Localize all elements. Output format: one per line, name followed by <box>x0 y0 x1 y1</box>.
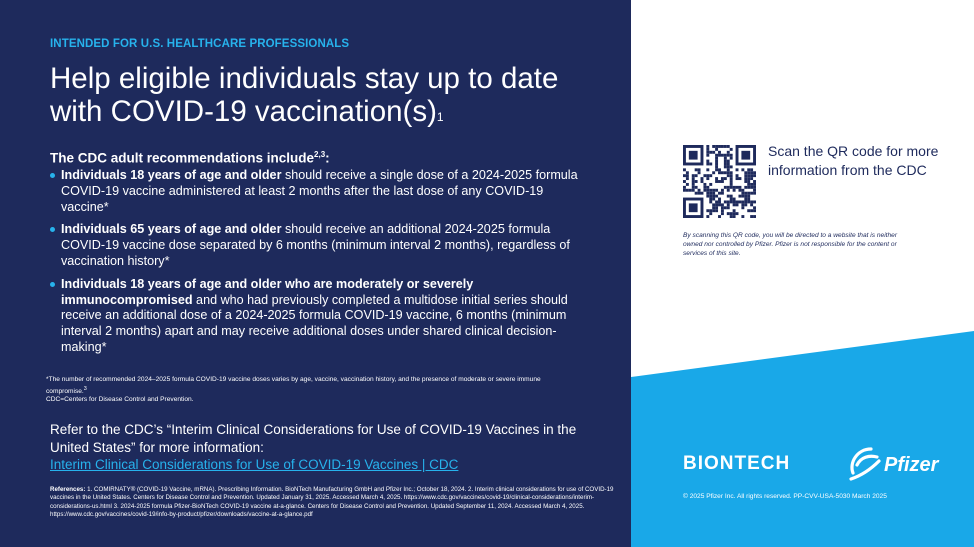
recommendations-title <box>50 150 330 166</box>
recommendation-item <box>50 222 590 269</box>
right-panel <box>631 0 974 547</box>
qr-code[interactable] <box>683 145 756 218</box>
qr-scan-text: Scan the QR code for more information from the CDC <box>768 143 939 178</box>
pfizer-mark-icon <box>851 449 879 479</box>
logo-area <box>683 443 943 483</box>
recommendations-title-ref: 2,3 <box>314 150 326 159</box>
qr-disclaimer: By scanning this QR code, you will be directed to a website that is neither owned nor controlled by Pfizer. Pfizer is not responsible for the content or services of this site. <box>683 232 898 257</box>
recommendation-bold: Individuals 18 years of age and older who are moderately or severely immunocompromised <box>61 276 474 307</box>
recommendation-bold: Individuals 18 years of age and older <box>61 168 282 182</box>
footnote-abbreviation: CDC=Centers for Disease Control and Prevention. <box>46 396 194 404</box>
pfizer-wordmark: Pfizer <box>884 454 939 476</box>
recommendations-title-text: The CDC adult recommendations include <box>50 150 315 166</box>
copyright: © 2025 Pfizer Inc. All rights reserved. PP-CVV-USA-5030 March 2025 <box>683 493 887 500</box>
footnote-doses: *The number of recommended 2024–2025 formula COVID-19 vaccine doses varies by age, vaccine, vaccination history, and the presence of moderate or severe immune compromise. <box>46 376 541 395</box>
cdc-considerations-link[interactable]: Interim Clinical Considerations for Use of COVID-19 Vaccines | CDC <box>50 457 459 472</box>
refer-section <box>50 421 610 474</box>
recommendation-list <box>50 168 590 363</box>
recommendation-text: should receive a single dose of a 2024-2025 formula COVID-19 vaccine administered at least 2 months after the last dose of any COVID-19 vaccine* <box>61 168 578 214</box>
audience-eyebrow: INTENDED FOR U.S. HEALTHCARE PROFESSIONALS <box>50 38 350 50</box>
recommendation-item <box>50 168 590 215</box>
recommendation-bold: Individuals 65 years of age and older <box>61 222 282 237</box>
headline <box>50 62 610 128</box>
references-text: 1. COMIRNATY® (COVID-19 Vaccine, mRNA). Prescribing Information. BioNTech Manufacturing GmbH and Pfizer Inc.; October 18, 2024. 2. Interim clinical considerations for use of COVID-19 vaccines in the United States. Centers for Disease Control and Prevention. Updated January 31, 2025. Accessed March 4, 2025. https://www.cdc.gov/vaccines/covid-19/clinical-considerations/interim-considerations-us.html 3. 2024-2025 formula Pfizer-BioNTech COVID-19 vaccine at-a-glance. Centers for Disease Control and Prevention. Updated September 11, 2024. Accessed March 4, 2025. https://www.cdc.gov/vaccines/covid-19/info-by-product/pfizer/downloads/vaccine-at-a-glance.pdf <box>50 486 614 519</box>
refer-text: Refer to the CDC’s “Interim Clinical Considerations for Use of COVID-19 Vaccines in the United States” for more information: <box>50 422 577 455</box>
references <box>50 486 615 520</box>
headline-ref: 1 <box>436 110 444 124</box>
footnote <box>46 376 566 405</box>
recommendation-text: should receive an additional 2024-2025 formula COVID-19 vaccine dose separated by 6 months (minimum interval 2 months), regardless of vaccination history* <box>61 222 570 268</box>
headline-text: Help eligible individuals stay up to date with COVID-19 vaccination(s) <box>50 62 559 128</box>
references-label: References: <box>50 486 86 493</box>
biontech-logo: BIONTECH <box>683 453 791 474</box>
footnote-line <box>46 376 566 396</box>
recommendation-item <box>50 277 590 356</box>
recommendations-title-suffix: : <box>325 150 330 166</box>
qr-code-graphic <box>683 145 756 218</box>
recommendation-text: and who had previously completed a multidose initial series should receive an additional dose of a 2024-2025 formula COVID-19 vaccine, 6 months (minimum interval 2 months) apart and may receive additional doses under shared clinical decision-making* <box>61 292 568 354</box>
pfizer-logo <box>847 443 943 483</box>
footnote-ref: 3 <box>83 385 87 392</box>
